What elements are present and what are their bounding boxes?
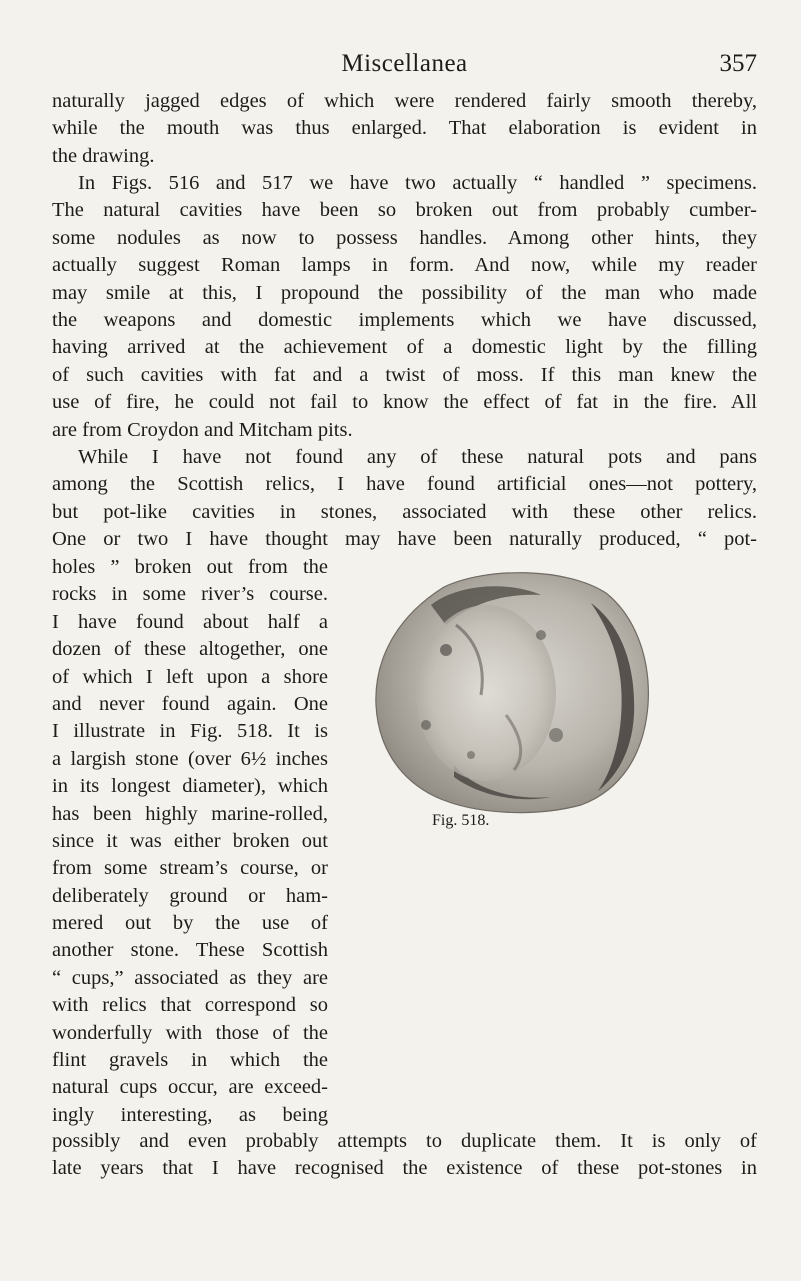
paragraph-2 — [52, 170, 757, 444]
pot-stone-illustration — [336, 565, 666, 815]
text-line: I illustrate in Fig. 518. It is — [52, 720, 328, 743]
text-line: deliberately ground or ham- — [52, 884, 328, 907]
text-line: but pot-like cavities in stones, associated with these other relics. — [52, 500, 757, 523]
running-title: Miscellanea — [341, 50, 468, 77]
text-line: possibly and even probably attempts to duplicate them. It is only of — [52, 1130, 757, 1152]
text-line: since it was either broken out — [52, 829, 328, 852]
text-line: a largish stone (over 6½ inches — [52, 747, 328, 770]
text-line: of which I left upon a shore — [52, 665, 328, 688]
text-line: In Figs. 516 and 517 we have two actually “ handled ” specimens. — [78, 172, 757, 194]
figure-518-pot-stone — [336, 565, 666, 815]
text-line: natural cups occur, are exceed- — [52, 1076, 328, 1099]
text-line: wonderfully with those of the — [52, 1021, 328, 1044]
text-line: use of fire, he could not fail to know the effect of fat in the fire. All — [52, 391, 757, 414]
text-line: flint gravels in which the — [52, 1049, 328, 1072]
text-line: and never found again. One — [52, 692, 328, 715]
text-line: mered out by the use of — [52, 912, 328, 935]
page-header — [52, 50, 757, 90]
text-line: with relics that correspond so — [52, 994, 328, 1017]
text-line: holes ” broken out from the — [52, 556, 328, 578]
text-line: The natural cavities have been so broken out from probably cumber- — [52, 199, 757, 222]
text-line: naturally jagged edges of which were rendered fairly smooth thereby, — [52, 90, 757, 112]
text-line: “ cups,” associated as they are — [52, 966, 328, 989]
text-line: I have found about half a — [52, 610, 328, 633]
text-line: dozen of these altogether, one — [52, 638, 328, 661]
text-line: actually suggest Roman lamps in form. And now, while my reader — [52, 254, 757, 277]
text-line: One or two I have thought may have been naturally produced, “ pot- — [52, 528, 757, 551]
paragraph-3-end — [52, 1128, 757, 1183]
text-line: late years that I have recognised the existence of these pot-stones in — [52, 1157, 757, 1180]
text-line: in its longest diameter), which — [52, 775, 328, 798]
text-line: of such cavities with fat and a twist of moss. If this man knew the — [52, 363, 757, 386]
text-line: ingly interesting, as being — [52, 1103, 328, 1126]
figure-caption: Fig. 518. — [432, 812, 490, 829]
text-line: may smile at this, I propound the possibility of the man who made — [52, 281, 757, 304]
text-line: rocks in some river’s course. — [52, 583, 328, 606]
paragraph-3-narrow-column — [52, 554, 328, 1129]
text-line: has been highly marine-rolled, — [52, 802, 328, 825]
text-line: While I have not found any of these natural pots and pans — [78, 446, 757, 468]
text-line: among the Scottish relics, I have found artificial ones—not pottery, — [52, 473, 757, 496]
paragraph-3 — [52, 444, 757, 554]
text-line: the drawing. — [52, 144, 155, 167]
text-line: some nodules as now to possess handles. Among other hints, they — [52, 226, 757, 249]
text-line: are from Croydon and Mitcham pits. — [52, 418, 353, 441]
text-line: while the mouth was thus enlarged. That elaboration is evident in — [52, 117, 757, 140]
text-line: another stone. These Scottish — [52, 939, 328, 962]
text-line: the weapons and domestic implements which we have discussed, — [52, 308, 757, 331]
text-line: having arrived at the achievement of a domestic light by the filling — [52, 336, 757, 359]
text-line: from some stream’s course, or — [52, 857, 328, 880]
page-number: 357 — [719, 50, 757, 77]
paragraph-1 — [52, 88, 757, 170]
